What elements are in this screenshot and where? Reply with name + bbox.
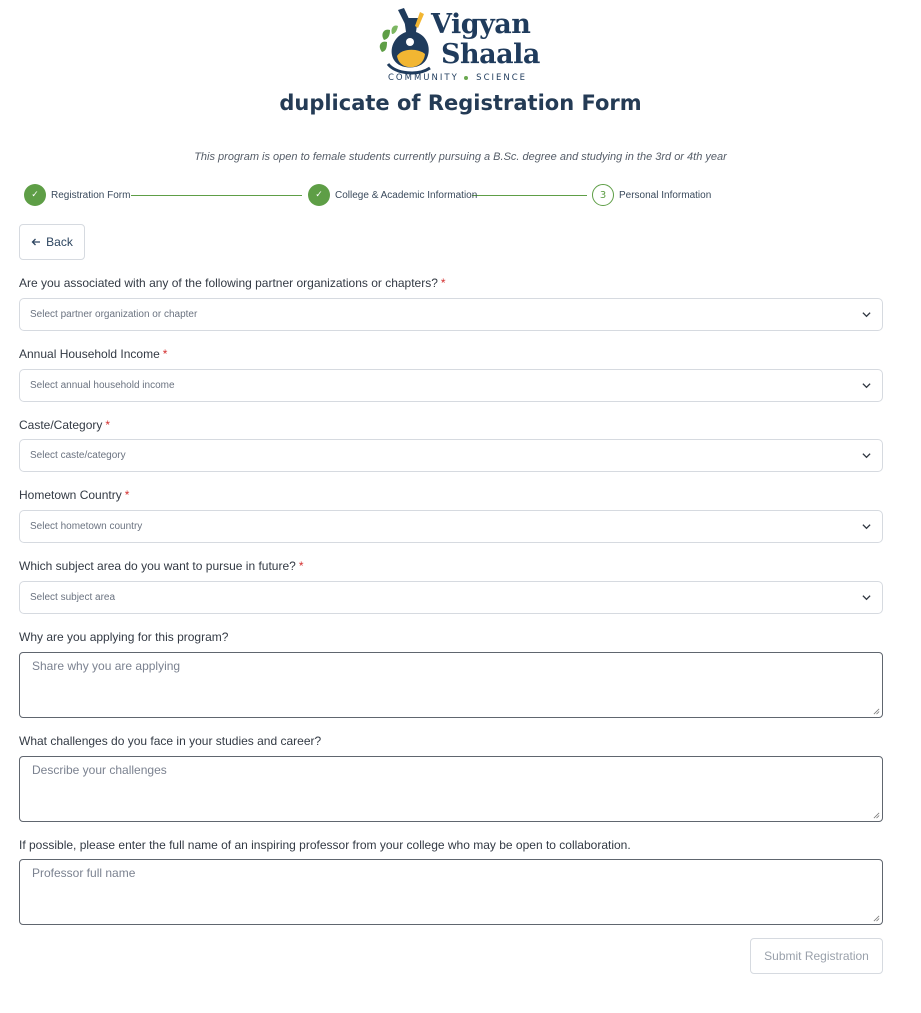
caste-label <box>19 418 110 432</box>
progress-stepper <box>24 184 884 206</box>
resize-handle-icon[interactable] <box>873 915 880 922</box>
income-label-text: Annual Household Income <box>19 347 160 361</box>
back-button-label: Back <box>46 235 73 249</box>
required-marker: * <box>124 488 130 502</box>
country-select[interactable] <box>19 510 883 543</box>
chevron-down-icon <box>862 451 871 460</box>
tagline-dot-icon <box>464 76 468 80</box>
subject-select[interactable] <box>19 581 883 614</box>
arrow-left-icon <box>31 237 41 247</box>
logo-tag-left: COMMUNITY <box>388 73 459 83</box>
challenges-textarea[interactable] <box>19 756 883 822</box>
step-connector-1 <box>131 195 302 196</box>
chevron-down-icon <box>862 310 871 319</box>
required-marker: * <box>298 559 304 573</box>
step-registration-form <box>24 184 130 206</box>
step-label: College & Academic Information <box>335 189 478 201</box>
check-icon: ✓ <box>308 184 330 206</box>
required-marker: * <box>105 418 111 432</box>
step-connector-2 <box>472 195 587 196</box>
why-placeholder: Share why you are applying <box>32 659 181 673</box>
partner-select-placeholder: Select partner organization or chapter <box>30 309 198 320</box>
step-personal-information <box>592 184 711 206</box>
logo-tag-right: SCIENCE <box>476 73 528 83</box>
logo-line-2: Shaala <box>441 39 540 70</box>
country-label-text: Hometown Country <box>19 488 122 502</box>
check-icon: ✓ <box>24 184 46 206</box>
caste-label-text: Caste/Category <box>19 418 103 432</box>
professor-textarea[interactable] <box>19 859 883 925</box>
partner-select[interactable] <box>19 298 883 331</box>
why-textarea[interactable] <box>19 652 883 718</box>
caste-select-placeholder: Select caste/category <box>30 450 126 461</box>
income-select[interactable] <box>19 369 883 402</box>
required-marker: * <box>440 276 446 290</box>
chevron-down-icon <box>862 522 871 531</box>
submit-registration-button[interactable]: Submit Registration <box>750 938 883 974</box>
country-select-placeholder: Select hometown country <box>30 521 143 532</box>
resize-handle-icon[interactable] <box>873 708 880 715</box>
income-select-placeholder: Select annual household income <box>30 380 175 391</box>
chevron-down-icon <box>862 593 871 602</box>
page-title: duplicate of Registration Form <box>279 91 642 115</box>
subject-select-placeholder: Select subject area <box>30 592 116 603</box>
challenges-placeholder: Describe your challenges <box>32 763 167 777</box>
subject-label <box>19 559 304 573</box>
step-label: Personal Information <box>619 189 712 201</box>
income-label <box>19 347 167 361</box>
step-college-academic <box>308 184 477 206</box>
logo-tagline <box>388 73 527 83</box>
step-number: 3 <box>592 184 614 206</box>
logo-wordmark <box>431 10 540 70</box>
professor-label: If possible, please enter the full name of an inspiring professor from your college who may be open to collaboration. <box>19 838 631 852</box>
chevron-down-icon <box>862 381 871 390</box>
why-label: Why are you applying for this program? <box>19 630 229 644</box>
required-marker: * <box>162 347 168 361</box>
partner-label-text: Are you associated with any of the following partner organizations or chapters? <box>19 276 438 290</box>
challenges-label: What challenges do you face in your studies and career? <box>19 734 322 748</box>
subject-label-text: Which subject area do you want to pursue in future? <box>19 559 296 573</box>
logo-line-1: Vigyan <box>431 9 531 40</box>
page-subtitle: This program is open to female students currently pursuing a B.Sc. degree and studying in the 3rd or 4th year <box>194 151 727 163</box>
back-button[interactable] <box>19 224 85 260</box>
country-label <box>19 488 129 502</box>
partner-label <box>19 276 446 290</box>
caste-select[interactable] <box>19 439 883 472</box>
resize-handle-icon[interactable] <box>873 812 880 819</box>
step-label: Registration Form <box>51 189 131 201</box>
professor-placeholder: Professor full name <box>32 866 136 880</box>
